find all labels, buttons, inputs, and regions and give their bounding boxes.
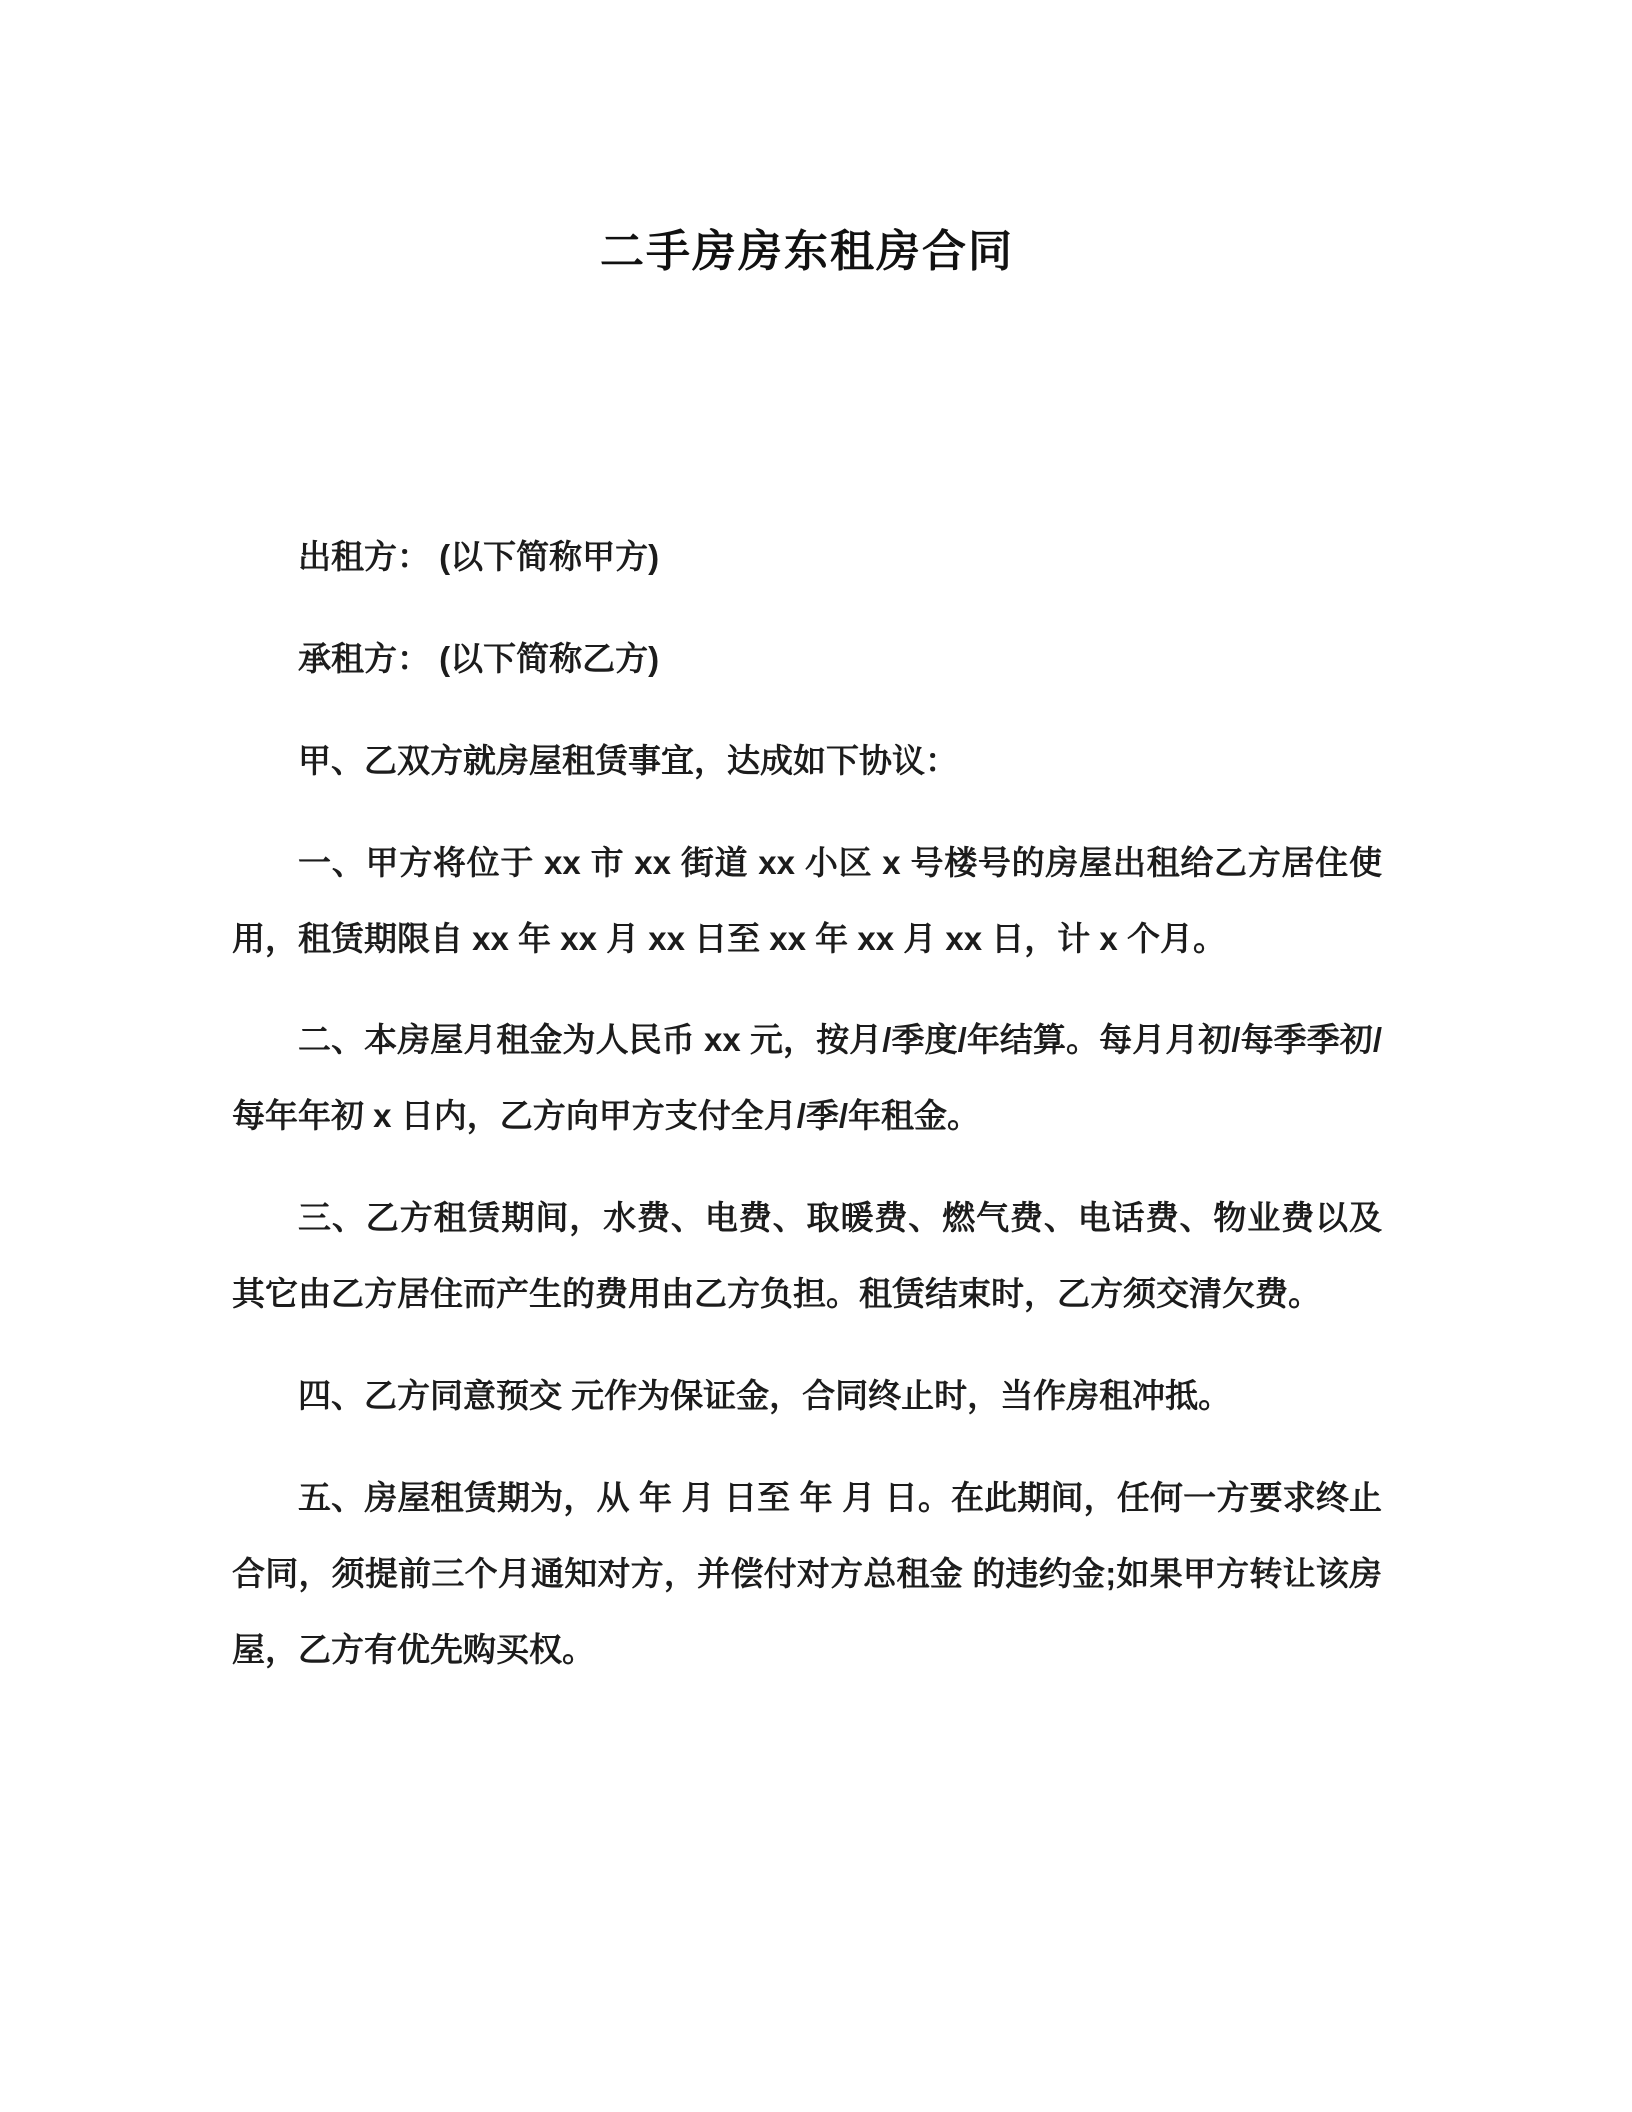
paragraph-lessee: 承租方： (以下简称乙方)	[298, 639, 660, 677]
document-body	[232, 519, 1382, 1688]
document-title: 二手房房东租房合同	[600, 227, 1014, 276]
paragraph-clause-3: 三、乙方租赁期间，水费、电费、取暖费、燃气费、电话费、物业费以及其它由乙方居住而产生的费用由乙方负担。租赁结束时，乙方须交清欠费。	[232, 1199, 1382, 1313]
paragraph-clause-5: 五、房屋租赁期为，从 年 月 日至 年 月 日。在此期间，任何一方要求终止合同，须提前三个月通知对方，并偿付对方总租金 的违约金;如果甲方转让该房屋，乙方有优先购买权。	[232, 1478, 1382, 1668]
paragraph-clause-2: 二、本房屋月租金为人民币 xx 元，按月/季度/年结算。每月月初/每季季初/每年年初 x 日内，乙方向甲方支付全月/季/年租金。	[232, 1021, 1382, 1135]
paragraph-clause-1: 一、甲方将位于 xx 市 xx 街道 xx 小区 x 号楼号的房屋出租给乙方居住使用，租赁期限自 xx 年 xx 月 xx 日至 xx 年 xx 月 xx 日，计 x 个月。	[232, 843, 1382, 957]
paragraph-intro: 甲、乙双方就房屋租赁事宜，达成如下协议：	[298, 741, 958, 779]
paragraph-lessor: 出租方： (以下简称甲方)	[298, 538, 660, 575]
paragraph-clause-4: 四、乙方同意预交 元作为保证金，合同终止时，当作房租冲抵。	[298, 1377, 1232, 1415]
